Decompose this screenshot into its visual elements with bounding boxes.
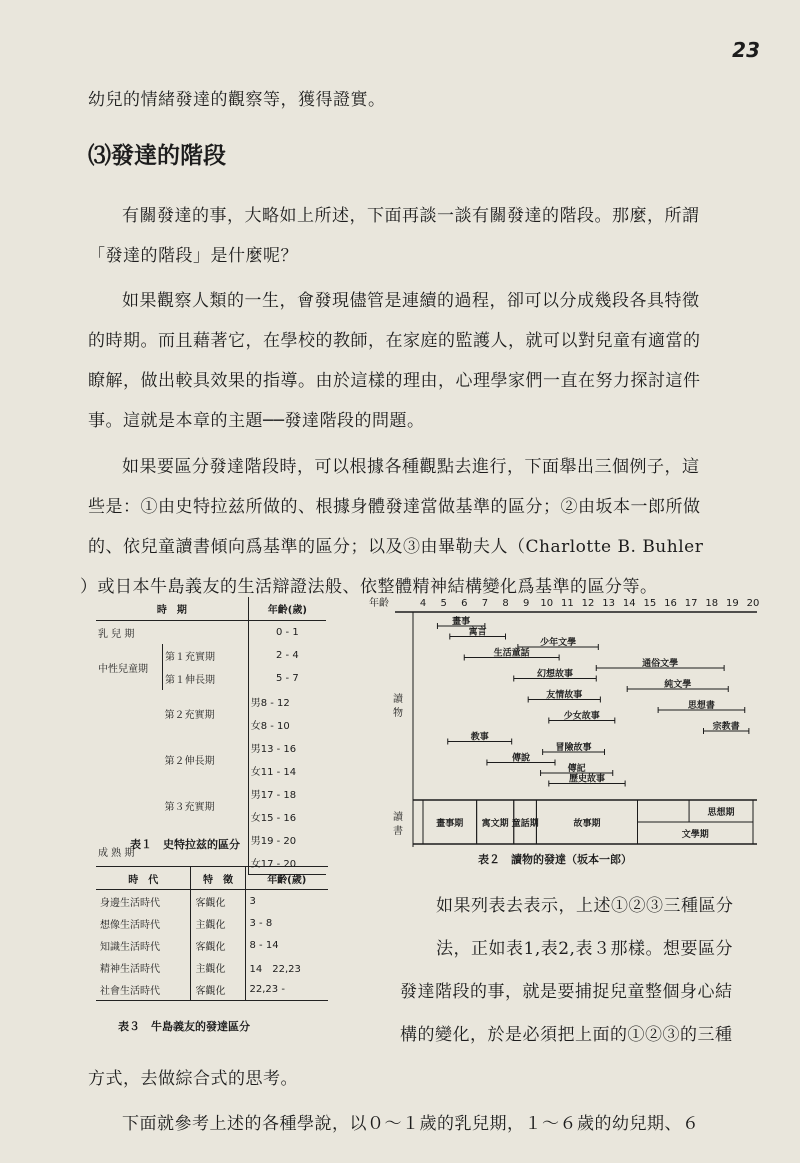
table-cell: 第１伸長期 xyxy=(163,667,249,690)
table-cell: 5 - 7 xyxy=(248,667,326,690)
text-line: 事。這就是本章的主題──發達階段的問題。 xyxy=(88,411,425,431)
table-cell: 乳 兒 期 xyxy=(98,629,135,640)
side-label-reading: 讀物 xyxy=(393,694,403,719)
age-tick-label: 10 xyxy=(540,598,554,609)
table-cell: 中性兒童期 xyxy=(98,663,148,675)
table-header: 特 徵 xyxy=(191,867,245,890)
axis-label: 年齡 xyxy=(369,598,389,609)
period-label: 故事期 xyxy=(573,819,601,829)
table-2-chart xyxy=(365,592,765,867)
text-line: 有關發達的事，大略如上所述，下面再談一談有關發達的階段。那麼，所謂 xyxy=(122,206,700,226)
period-label: 畫事期 xyxy=(436,819,464,829)
text-line: ）或日本牛島義友的生活辯證法般、依整體精神結構變化爲基準的區分等。 xyxy=(80,577,658,597)
text-line: 的時期。而且藉著它，在學校的教師，在家庭的監護人，就可以對兒童有適當的 xyxy=(88,331,701,351)
table-3-caption: 表３ 牛島義友的發達區分 xyxy=(118,1020,250,1033)
text-line: 如果要區分發達階段時，可以根據各種觀點去進行，下面舉出三個例子，這 xyxy=(122,457,700,477)
age-tick-label: 11 xyxy=(561,598,574,609)
reading-item-label: 少年文學 xyxy=(540,638,577,648)
table-cell: 客觀化 xyxy=(191,934,245,956)
reading-item-label: 友情故事 xyxy=(546,690,583,701)
table-cell: 身邊生活時代 xyxy=(100,897,160,909)
reading-item-label: 畫事 xyxy=(452,617,471,627)
table-cell: 精神生活時代 xyxy=(100,963,160,975)
period-label: 寓文期 xyxy=(481,819,509,829)
text-line: 發達階段的事，就是要捕捉兒童整個身心結 xyxy=(400,982,733,1002)
reading-item-label: 純文學 xyxy=(664,680,692,690)
table-cell: 想像生活時代 xyxy=(100,919,160,931)
table-cell: 第１充實期 xyxy=(163,644,249,667)
table-cell: 成 熟 期 xyxy=(98,847,135,859)
table-cell: 3 - 8 xyxy=(245,912,328,934)
age-tick-label: 7 xyxy=(481,598,489,609)
text-line: 幼兒的情緒發達的觀察等，獲得證實。 xyxy=(88,90,386,110)
table-cell: 男8 - 12 xyxy=(248,690,326,713)
age-tick-label: 20 xyxy=(746,598,760,609)
age-tick-label: 6 xyxy=(461,598,468,609)
table-cell: 主觀化 xyxy=(191,956,245,978)
period-label: 思想期 xyxy=(707,808,735,818)
page-number: 23 xyxy=(732,38,760,62)
table-header: 年齡(歲) xyxy=(248,597,326,621)
reading-item-label: 寓言 xyxy=(468,627,487,638)
text-line: 如果觀察人類的一生，會發現儘管是連續的過程，卻可以分成幾段各具特徵 xyxy=(122,291,700,311)
table-cell: 女17 - 20 xyxy=(248,851,326,875)
age-tick-label: 14 xyxy=(622,598,636,609)
age-tick-label: 8 xyxy=(502,598,509,609)
table-cell: 女8 - 10 xyxy=(248,713,326,736)
age-tick-label: 4 xyxy=(419,598,427,609)
age-tick-label: 16 xyxy=(664,598,677,609)
table-cell: 知識生活時代 xyxy=(100,941,160,953)
section-heading: ⑶發達的階段 xyxy=(88,142,226,169)
text-line: 構的變化，於是必須把上面的①②③的三種 xyxy=(400,1025,733,1045)
reading-item-label: 歷史故事 xyxy=(568,774,605,785)
reading-item-label: 教事 xyxy=(470,732,489,743)
reading-item-label: 冒險故事 xyxy=(555,743,592,753)
text-line: 方式，去做綜合式的思考。 xyxy=(88,1069,298,1089)
age-tick-label: 12 xyxy=(581,598,595,609)
table-cell: 社會生活時代 xyxy=(96,978,191,1001)
age-tick-label: 9 xyxy=(522,598,530,609)
table-header: 時 代 xyxy=(96,867,191,890)
reading-item-label: 傳說 xyxy=(511,753,530,764)
text-line: 如果列表去表示，上述①②③三種區分 xyxy=(436,896,734,916)
reading-item-label: 生活童話 xyxy=(493,648,530,659)
table-cell: 第３充實期 xyxy=(164,801,215,813)
age-tick-label: 5 xyxy=(440,598,447,609)
table-cell: 男19 - 20 xyxy=(248,828,326,851)
table-cell: 男17 - 18 xyxy=(248,782,326,805)
table-1 xyxy=(96,597,326,875)
table-cell: 第２伸長期 xyxy=(164,755,215,767)
text-line: 些是：①由史特拉兹所做的、根據身體發達當做基準的區分；②由坂本一郎所做 xyxy=(88,497,701,517)
table-cell: 2 - 4 xyxy=(248,644,326,667)
age-tick-label: 18 xyxy=(705,598,719,609)
text-line: 「發達的階段」是什麼呢？ xyxy=(88,246,298,266)
table-1-caption: 表１ 史特拉兹的區分 xyxy=(130,838,240,851)
table-header: 時 期 xyxy=(96,597,248,621)
text-line: 下面就參考上述的各種學說，以０～１歲的乳兒期，１～６歲的幼兒期、６ xyxy=(122,1114,700,1134)
text-line: 瞭解，做出較具效果的指導。由於這樣的理由，心理學家們一直在努力探討這件 xyxy=(88,371,701,391)
reading-item-label: 宗教書 xyxy=(712,722,740,732)
table-2-caption: 表２ 讀物的發達（坂本一郎） xyxy=(478,853,632,866)
table-cell: 男13 - 16 xyxy=(248,736,326,759)
table-header: 年齡(歲) xyxy=(245,867,328,890)
age-tick-label: 17 xyxy=(684,598,698,609)
age-tick-label: 13 xyxy=(602,598,615,609)
table-cell: 3 xyxy=(245,890,328,913)
reading-item-label: 傳記 xyxy=(567,764,586,774)
text-line: 的、依兒童讀書傾向爲基準的區分；以及③由畢勒夫人（Charlotte B. Buhler xyxy=(88,537,704,557)
reading-item-label: 通俗文學 xyxy=(642,659,679,669)
period-label: 童話期 xyxy=(511,819,539,829)
age-tick-label: 19 xyxy=(726,598,739,609)
table-cell: 8 - 14 xyxy=(245,934,328,956)
table-cell: 14 22,23 xyxy=(245,956,328,978)
table-cell: 0 - 1 xyxy=(248,621,326,645)
table-cell: 主觀化 xyxy=(191,912,245,934)
table-cell: 女11 - 14 xyxy=(248,759,326,782)
age-tick-label: 15 xyxy=(643,598,657,609)
table-cell: 22,23 - xyxy=(245,978,328,1001)
reading-item-label: 思想書 xyxy=(687,701,715,711)
table-cell: 女15 - 16 xyxy=(248,805,326,828)
reading-item-label: 幻想故事 xyxy=(536,669,574,680)
reading-item-label: 少女故事 xyxy=(563,711,600,722)
table-cell: 客觀化 xyxy=(191,890,245,913)
table-cell: 第２充實期 xyxy=(164,709,215,721)
table-cell: 客觀化 xyxy=(191,978,245,1001)
table-3 xyxy=(96,866,328,1001)
side-label-books: 讀書 xyxy=(393,812,403,837)
text-line: 法，正如表1,表2,表３那樣。想要區分 xyxy=(436,939,733,959)
period-label: 文學期 xyxy=(681,830,709,840)
